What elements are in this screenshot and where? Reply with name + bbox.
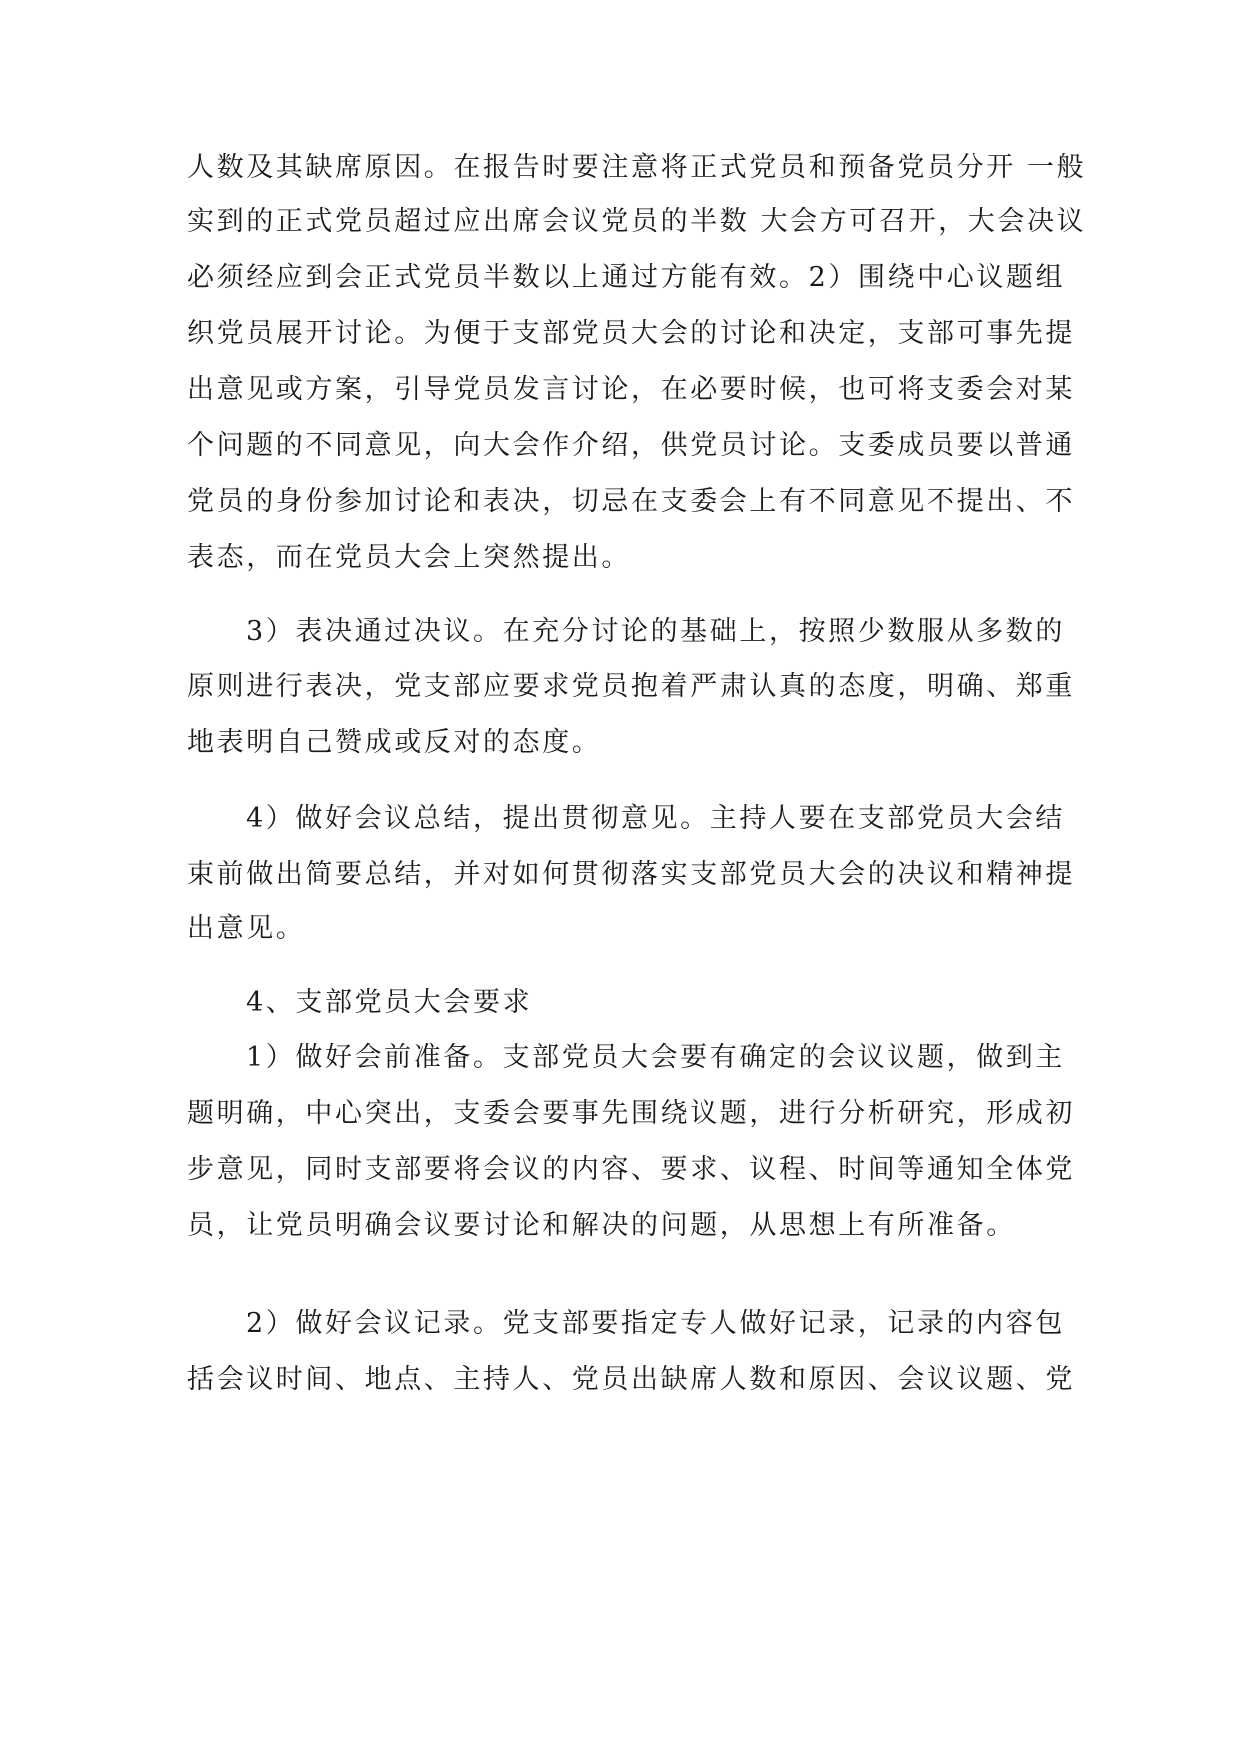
text-line: 个问题的不同意见，向大会作介绍，供党员讨论。支委成员要以普通	[187, 430, 1075, 461]
text-line: 步意见，同时支部要将会议的内容、要求、议程、时间等通知全体党	[187, 1154, 1075, 1185]
text-line: 织党员展开讨论。为便于支部党员大会的讨论和决定，支部可事先提	[187, 318, 1075, 349]
text-line: 人数及其缺席原因。在报告时要注意将正式党员和预备党员分开 一般	[187, 152, 1087, 183]
section-heading: 4、支部党员大会要求	[246, 987, 533, 1018]
text-line: 括会议时间、地点、主持人、党员出缺席人数和原因、会议议题、党	[187, 1364, 1075, 1395]
text-line: 束前做出简要总结，并对如何贯彻落实支部党员大会的决议和精神提	[187, 859, 1075, 890]
paragraph-line: 2）做好会议记录。党支部要指定专人做好记录，记录的内容包	[246, 1308, 1065, 1339]
text-line: 党员的身份参加讨论和表决，切忌在支委会上有不同意见不提出、不	[187, 486, 1075, 517]
text-line: 必须经应到会正式党员半数以上通过方能有效。2）围绕中心议题组	[187, 262, 1066, 293]
text-line: 地表明自己赞成或反对的态度。	[187, 727, 602, 758]
text-line: 员，让党员明确会议要讨论和解决的问题，从思想上有所准备。	[187, 1210, 1016, 1241]
text-line: 题明确，中心突出，支委会要事先围绕议题，进行分析研究，形成初	[187, 1098, 1075, 1129]
text-line: 表态，而在党员大会上突然提出。	[187, 542, 631, 573]
text-line: 出意见。	[187, 913, 306, 944]
paragraph-line: 4）做好会议总结，提出贯彻意见。主持人要在支部党员大会结	[246, 803, 1065, 834]
paragraph-line: 1）做好会前准备。支部党员大会要有确定的会议议题，做到主	[246, 1042, 1065, 1073]
paragraph-line: 3）表决通过决议。在充分讨论的基础上，按照少数服从多数的	[246, 616, 1065, 647]
text-line: 实到的正式党员超过应出席会议党员的半数 大会方可召开，大会决议	[187, 206, 1087, 237]
text-line: 出意见或方案，引导党员发言讨论，在必要时候，也可将支委会对某	[187, 374, 1075, 405]
text-line: 原则进行表决，党支部应要求党员抱着严肃认真的态度，明确、郑重	[187, 671, 1075, 702]
